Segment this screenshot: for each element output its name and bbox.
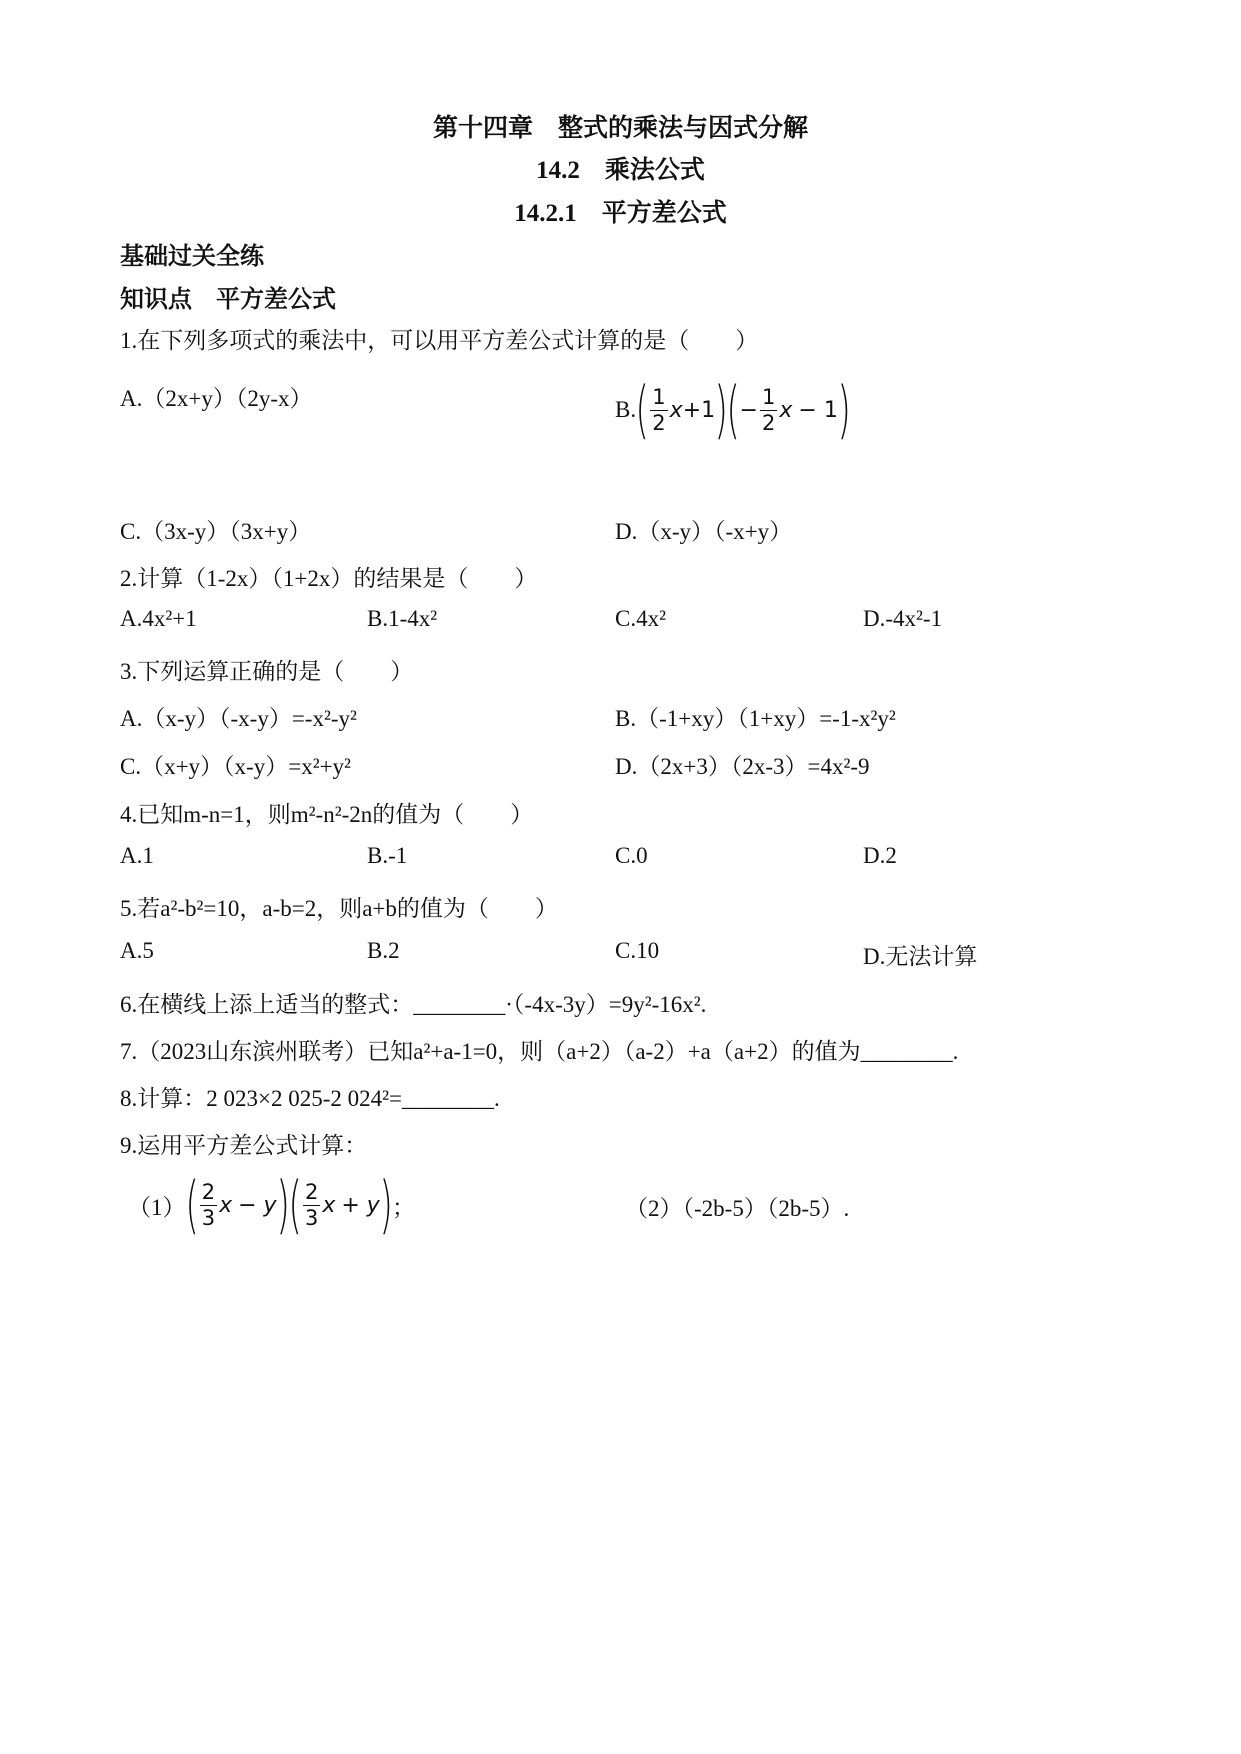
q1-stem: 1.在下列多项式的乘法中，可以用平方差公式计算的是（ ）	[120, 328, 759, 353]
q6-text: 6.在横线上添上适当的整式：________·（-4x-3y）=9y²-16x².	[120, 992, 707, 1017]
q4-option-b: B.-1	[367, 843, 408, 868]
right-paren-icon: )	[379, 1168, 393, 1241]
left-paren-icon: (	[288, 1168, 302, 1241]
q4-option-d: D.2	[863, 843, 897, 868]
right-paren-icon: )	[276, 1168, 290, 1241]
fraction-one-half: $\frac{1}{2}$	[652, 385, 666, 435]
q1-option-b: B. ( $\frac{1}{2}$ x +1 ) ( − $\frac{1}{2}$ x − 1 )	[615, 373, 851, 446]
q1-option-a: A.（2x+y）（2y-x）	[120, 386, 313, 411]
q3-option-a: A.（x-y）（-x-y）=-x²-y²	[120, 706, 357, 731]
q4-stem: 4.已知m-n=1，则m²-n²-2n的值为（ ）	[120, 802, 534, 827]
fraction-two-thirds: $\frac{2}{3}$	[304, 1180, 319, 1230]
q9-part-1: （1） ( $\frac{2}{3}$ x − y ) ( $\frac{2}{3}$ x + y ) ；	[128, 1168, 416, 1241]
q7-text: 7.（2023山东滨州联考）已知a²+a-1=0，则（a+2）（a-2）+a（a+2）的值为________.	[120, 1039, 959, 1064]
q2-option-d: D.-4x²-1	[863, 606, 943, 631]
fraction-two-thirds: $\frac{2}{3}$	[201, 1180, 216, 1230]
fraction-one-half: $\frac{1}{2}$	[761, 385, 776, 435]
q3-stem: 3.下列运算正确的是（ ）	[120, 659, 414, 684]
q9-part-2: （2）（-2b-5）（2b-5）.	[625, 1196, 850, 1221]
left-paren-icon: (	[184, 1168, 199, 1241]
q9-stem: 9.运用平方差公式计算：	[120, 1133, 368, 1158]
q5-option-a: A.5	[120, 938, 154, 963]
q5-stem: 5.若a²-b²=10，a-b=2，则a+b的值为（ ）	[120, 896, 558, 921]
q8-text: 8.计算：2 023×2 025-2 024²=________.	[120, 1086, 500, 1111]
subsection-title: 14.2.1 平方差公式	[514, 200, 727, 227]
q3-option-d: D.（2x+3）（2x-3）=4x²-9	[615, 754, 870, 779]
q1-option-b-label: B.	[615, 397, 637, 422]
knowledge-point-title: 知识点 平方差公式	[120, 287, 336, 313]
q4-option-c: C.0	[615, 843, 648, 868]
q3-option-c: C.（x+y）（x-y）=x²+y²	[120, 754, 351, 779]
left-paren-icon: (	[726, 373, 741, 446]
chapter-title: 第十四章 整式的乘法与因式分解	[432, 115, 808, 142]
right-paren-icon: )	[714, 373, 728, 446]
q3-option-b: B.（-1+xy）（1+xy）=-1-x²y²	[615, 706, 896, 731]
q5-option-c: C.10	[615, 938, 660, 963]
q2-option-c: C.4x²	[615, 606, 666, 631]
q1-option-d: D.（x-y）（-x+y）	[615, 519, 793, 544]
section-title: 14.2 乘法公式	[536, 157, 705, 184]
right-paren-icon: )	[837, 373, 851, 446]
q2-option-b: B.1-4x²	[367, 606, 438, 631]
q1-option-c: C.（3x-y）（3x+y）	[120, 519, 312, 544]
part-title: 基础过关全练	[120, 244, 264, 270]
q4-option-a: A.1	[120, 843, 154, 868]
q5-option-d: D.无法计算	[863, 944, 978, 969]
q2-stem: 2.计算（1-2x）（1+2x）的结果是（ ）	[120, 566, 538, 591]
left-paren-icon: (	[635, 373, 649, 446]
q5-option-b: B.2	[367, 938, 400, 963]
q9-part-1-label: （1）	[128, 1194, 186, 1220]
q2-option-a: A.4x²+1	[120, 606, 197, 631]
